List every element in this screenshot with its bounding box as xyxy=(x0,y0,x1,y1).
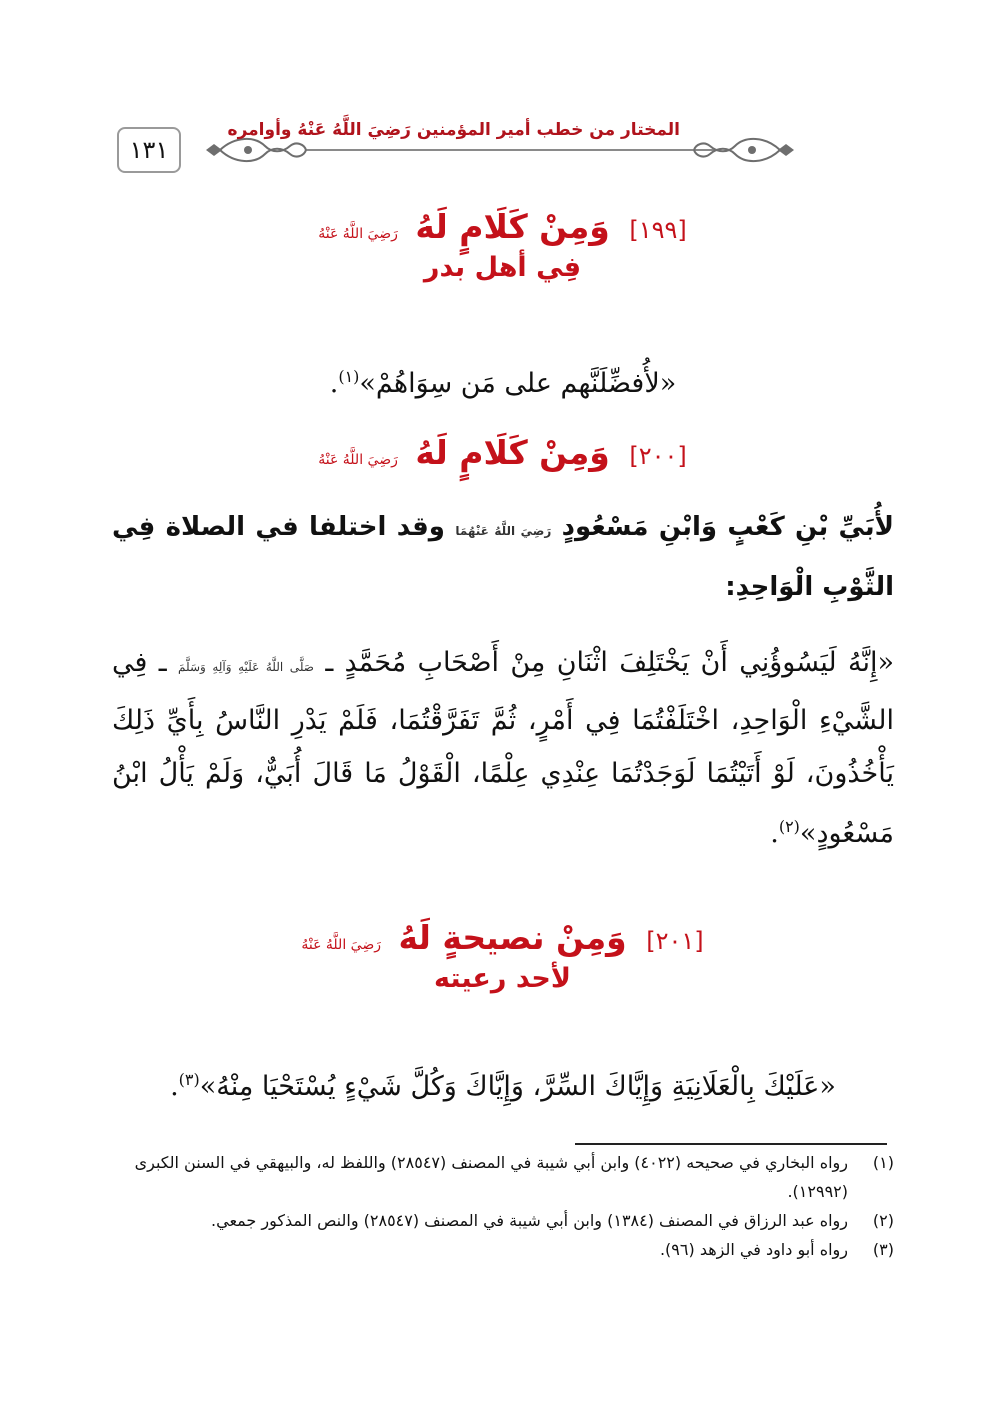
intro-text: وقد اختلفا في الصلاة فِي الثَّوْبِ الْوَاحِدِ: xyxy=(112,512,894,602)
section-199-quote xyxy=(112,350,894,410)
footnotes xyxy=(112,1148,894,1264)
footnote-marker: (٢) xyxy=(778,817,800,836)
honorific: رَضِيَ اللَّهُ عَنْهُ xyxy=(318,452,398,468)
section-title: وَمِنْ كَلَامٍ لَهُ xyxy=(415,207,610,246)
footnote-text: رواه عبد الرزاق في المصنف (١٣٨٤) وابن أبي شيبة في المصنف (٢٨٥٤٧) والنص المذكور جمعي. xyxy=(211,1211,848,1230)
section-200-intro xyxy=(112,499,894,615)
quote-text: «لأُفضِّلَنَّهم على مَن سِوَاهُمْ» xyxy=(359,368,677,399)
footnote-3 xyxy=(112,1235,894,1264)
footnote-number: (٣) xyxy=(872,1240,894,1259)
honorific: رَضِيَ اللَّهُ عَنْهُ xyxy=(301,937,381,953)
footnote-marker: (٣) xyxy=(178,1070,200,1089)
running-title: المختار من خطب أمير المؤمنين رَضِيَ اللَّهُ عَنْهُ وأوامره xyxy=(227,120,680,140)
end-mark: . xyxy=(770,818,779,849)
footnote-1 xyxy=(112,1148,894,1206)
section-200-quote xyxy=(112,636,894,860)
section-subheading: فِي أهل بدر xyxy=(423,252,582,283)
footnote-number: (٢) xyxy=(872,1211,894,1230)
footnote-marker: (١) xyxy=(338,367,360,386)
section-201-heading xyxy=(120,918,885,994)
section-number: [٢٠٠] xyxy=(629,442,687,470)
section-title: وَمِنْ نصيحةٍ لَهُ xyxy=(398,918,627,957)
honorific: رَضِيَ اللَّهُ عَنْهُمَا xyxy=(455,524,552,538)
page-number: ١٣١ xyxy=(117,127,181,173)
quote-text: «عَلَيْكَ بِالْعَلَانِيَةِ وَإِيَّاكَ السِّرَّ، وَإِيَّاكَ وَكُلَّ شَيْءٍ يُسْتَحْيَا مِنْهُ» xyxy=(199,1071,836,1102)
footnote-text: رواه أبو داود في الزهد (٩٦). xyxy=(659,1240,848,1259)
quote-text: ـ فِي الشَّيْءِ الْوَاحِدِ، اخْتَلَفْتُمَا فِي أَمْرٍ، ثُمَّ تَفَرَّقْتُمَا، فَلَمْ يَدْرِ النَّاسُ بِأَيِّ ذَلِكَ يَأْخُذُونَ، لَوْ أَتَيْتُمَا لَوَجَدْتُمَا عِنْدِي عِلْمًا، الْقَوْلُ مَا قَالَ أُبَيٌّ، وَلَمْ يَأْلُ ابْنُ مَسْعُودٍ» xyxy=(112,647,894,849)
section-200-heading xyxy=(120,433,885,472)
footnote-2 xyxy=(112,1206,894,1235)
footnote-separator xyxy=(575,1143,887,1145)
end-mark: . xyxy=(170,1071,179,1102)
end-mark: . xyxy=(329,368,339,399)
running-header xyxy=(200,118,800,188)
footnote-number: (١) xyxy=(872,1153,894,1172)
honorific: رَضِيَ اللَّهُ عَنْهُ xyxy=(318,226,398,242)
section-title: وَمِنْ كَلَامٍ لَهُ xyxy=(415,433,610,472)
section-199-heading xyxy=(120,207,885,283)
section-number: [٢٠١] xyxy=(646,927,704,955)
section-subheading: لأحد رعيته xyxy=(434,963,571,994)
section-number: [١٩٩] xyxy=(629,216,687,244)
salawat: صَلَّى اللَّهُ عَلَيْهِ وَآلِهِ وَسَلَّمَ xyxy=(177,660,314,674)
quote-text: «إِنَّهُ لَيَسُوؤُنِي أَنْ يَخْتَلِفَ اثْنَانِ مِنْ أَصْحَابِ مُحَمَّدٍ ـ xyxy=(325,647,894,678)
intro-text: لأُبَيِّ بْنِ كَعْبٍ وَابْنِ مَسْعُودٍ xyxy=(561,512,894,542)
footnote-text: رواه البخاري في صحيحه (٤٠٢٢) وابن أبي شيبة في المصنف (٢٨٥٤٧) واللفظ له، والبيهقي في السنن الكبرى (١٢٩٩٢). xyxy=(134,1153,848,1201)
section-201-quote xyxy=(112,1053,894,1113)
